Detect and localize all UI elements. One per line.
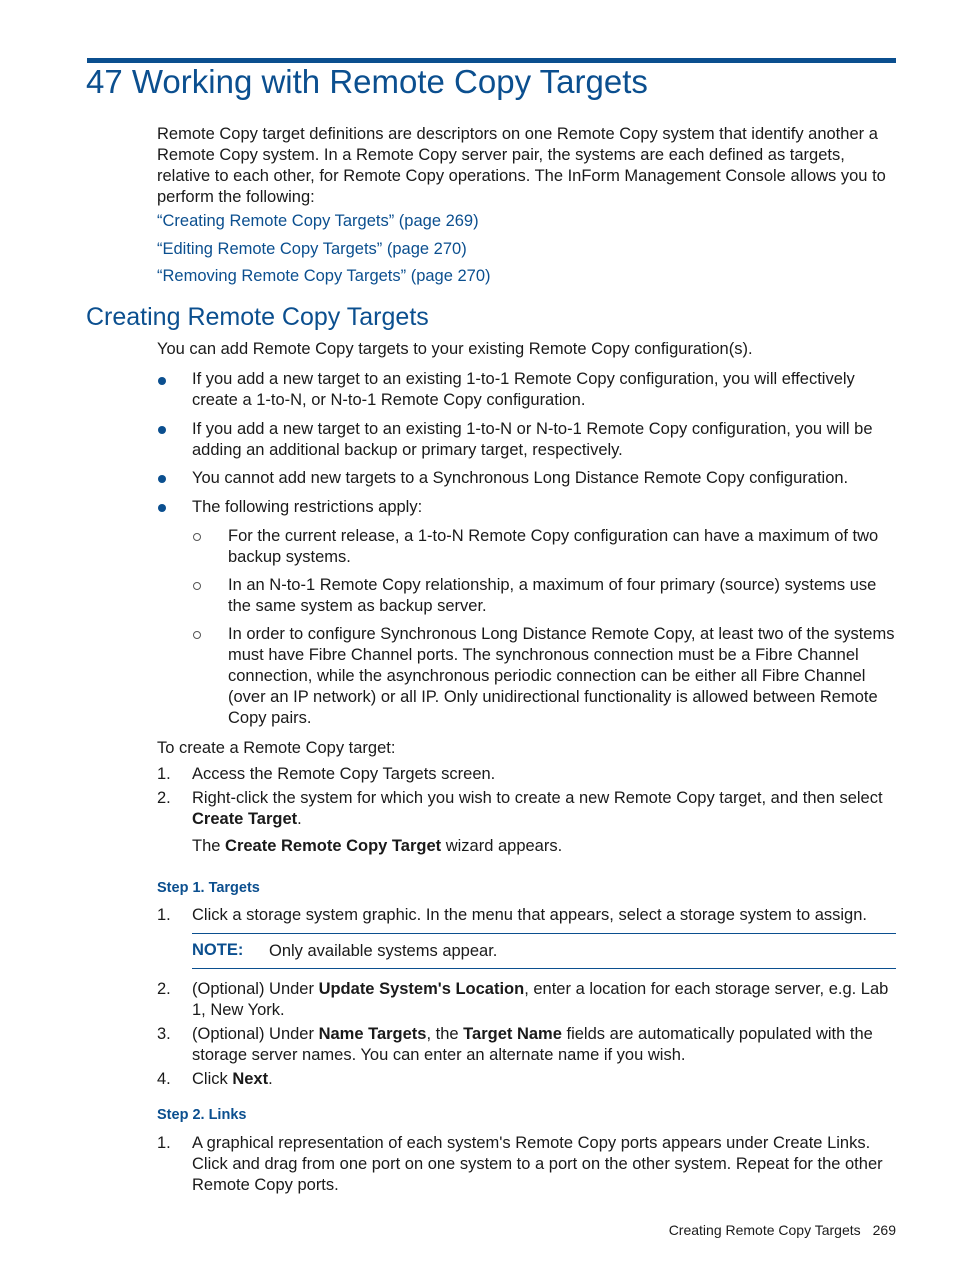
- step-text: Access the Remote Copy Targets screen.: [192, 765, 496, 783]
- step-number: 4.: [157, 1070, 171, 1088]
- step2-heading: Step 2. Links: [157, 1107, 247, 1123]
- sub-bullet-item: In order to configure Synchronous Long Distance Remote Copy, at least two of the systems must have Fibre Channel ports. The synchronous connection must be a Fibre Channel connection, while the asynchronous periodic connection can be either all Fibre Channel (over an IP network) or all IP. Only unidirectional functionality is allowed between Remote Copy pairs.: [228, 625, 895, 727]
- step-text: Right-click the system for which you wish to create a new Remote Copy target, and then select Create Target.: [192, 789, 883, 828]
- step1-heading: Step 1. Targets: [157, 880, 260, 896]
- sub-bullet-item: In an N-to-1 Remote Copy relationship, a maximum of four primary (source) systems use the same system as backup server.: [228, 576, 877, 615]
- bullet-item: If you add a new target to an existing 1-to-N or N-to-1 Remote Copy configuration, you will be adding an additional backup or primary target, respectively.: [192, 420, 873, 459]
- note-label: NOTE:: [192, 941, 244, 959]
- sub-bullet-icon: [193, 533, 201, 541]
- bullet-icon: [158, 504, 166, 512]
- step-text: A graphical representation of each system's Remote Copy ports appears under Create Links. Click and drag from one port on one system to a port on the other system. Repeat for the other Remote Copy ports.: [192, 1134, 883, 1194]
- bullet-icon: [158, 475, 166, 483]
- section-lead: You can add Remote Copy targets to your existing Remote Copy configuration(s).: [157, 340, 753, 358]
- bullet-item: If you add a new target to an existing 1-to-1 Remote Copy configuration, you will effectively create a 1-to-N, or N-to-1 Remote Copy configuration.: [192, 370, 855, 409]
- step-text: (Optional) Under Update System's Location, enter a location for each storage server, e.g. Lab 1, New York.: [192, 980, 889, 1019]
- bullet-icon: [158, 426, 166, 434]
- section-title: Creating Remote Copy Targets: [86, 303, 429, 331]
- note-top-rule: [192, 933, 896, 934]
- bullet-item: The following restrictions apply:: [192, 498, 423, 516]
- footer-page-number: 269: [872, 1222, 896, 1238]
- step-number: 1.: [157, 906, 171, 924]
- footer-section: Creating Remote Copy Targets: [668, 1222, 861, 1238]
- step-number: 3.: [157, 1025, 171, 1043]
- intro-paragraph: Remote Copy target definitions are descriptors on one Remote Copy system that identify another a Remote Copy system. In a Remote Copy server pair, the systems are each defined as targets, relative to each other, for Remote Copy operations. The InForm Management Console allows you to perform the following:: [157, 125, 886, 206]
- link-removing-targets[interactable]: “Removing Remote Copy Targets” (page 270): [157, 267, 491, 285]
- note-text: Only available systems appear.: [269, 942, 498, 960]
- bullet-item: You cannot add new targets to a Synchronous Long Distance Remote Copy configuration.: [192, 469, 849, 487]
- note-bottom-rule: [192, 968, 896, 969]
- step-number: 2.: [157, 789, 171, 807]
- step-text: (Optional) Under Name Targets, the Target Name fields are automatically populated with the storage server names. You can enter an alternate name if you wish.: [192, 1025, 873, 1064]
- wizard-appears-text: The Create Remote Copy Target wizard appears.: [192, 837, 563, 855]
- page-footer: [657, 1222, 896, 1238]
- bullet-icon: [158, 377, 166, 385]
- step-number: 1.: [157, 765, 171, 783]
- step-number: 1.: [157, 1134, 171, 1152]
- link-creating-targets[interactable]: “Creating Remote Copy Targets” (page 269): [157, 212, 479, 230]
- sub-bullet-icon: [193, 631, 201, 639]
- to-create-intro: To create a Remote Copy target:: [157, 739, 396, 757]
- chapter-title: 47 Working with Remote Copy Targets: [86, 63, 648, 100]
- step-text: Click a storage system graphic. In the menu that appears, select a storage system to assign.: [192, 906, 867, 924]
- step-number: 2.: [157, 980, 171, 998]
- sub-bullet-item: For the current release, a 1-to-N Remote Copy configuration can have a maximum of two backup systems.: [228, 527, 879, 566]
- step-text: Click Next.: [192, 1070, 273, 1088]
- link-editing-targets[interactable]: “Editing Remote Copy Targets” (page 270): [157, 240, 467, 258]
- sub-bullet-icon: [193, 582, 201, 590]
